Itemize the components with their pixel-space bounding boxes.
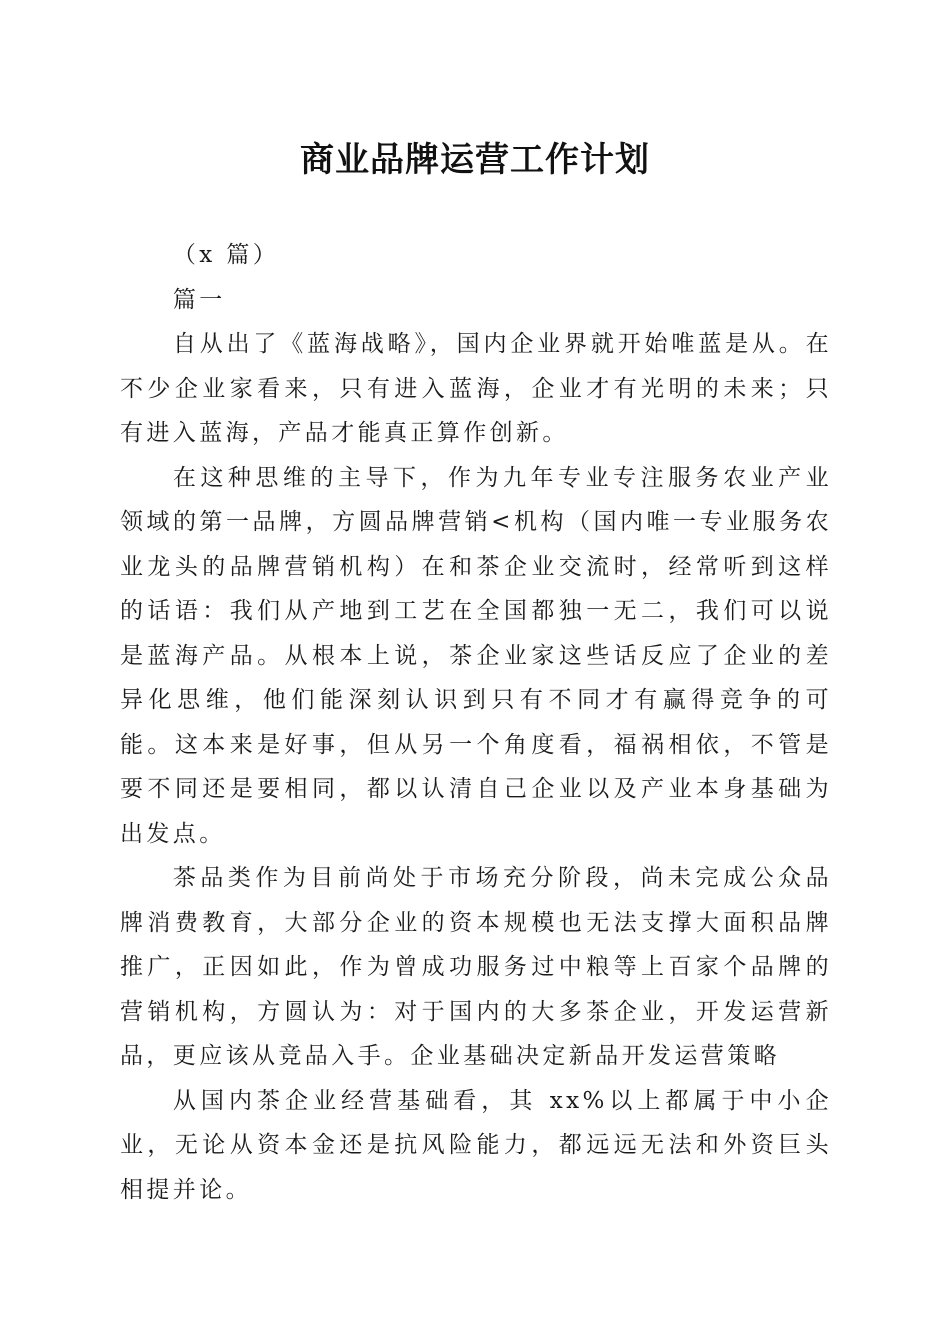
paragraph: 从国内茶企业经营基础看，其 xx%以上都属于中小企业，无论从资本金还是抗风险能力，都远远无法和外资巨头相提并论。 <box>120 1087 832 1203</box>
paragraph: 自从出了《蓝海战略》，国内企业界就开始唯蓝是从。在不少企业家看来，只有进入蓝海，企业才有光明的未来；只有进入蓝海，产品才能真正算作创新。 <box>120 331 832 446</box>
paragraph-count-note: （x 篇） <box>172 242 280 268</box>
paragraph-section-heading: 篇一 <box>172 286 226 313</box>
paragraph: 茶品类作为目前尚处于市场充分阶段，尚未完成公众品牌消费教育，大部分企业的资本规模也无法支撑大面积品牌推广，正因如此，作为曾成功服务过中粮等上百家个品牌的营销机构，方圆认为：对于国内的大多茶企业，开发运营新品，更应该从竞品入手。企业基础决定新品开发运营策略 <box>120 865 832 1069</box>
document-title: 商业品牌运营工作计划 <box>300 140 650 180</box>
document-body <box>120 233 832 1212</box>
paragraph: 在这种思维的主导下，作为九年专业专注服务农业产业领域的第一品牌，方圆品牌营销<机构（国内唯一专业服务农业龙头的品牌营销机构）在和茶企业交流时，经常听到这样的话语：我们从产地到工艺在全国都独一无二，我们可以说是蓝海产品。从根本上说，茶企业家这些话反应了企业的差异化思维，他们能深刻认识到只有不同才有赢得竞争的可能。这本来是好事，但从另一个角度看，福祸相依，不管是要不同还是要相同，都以认清自己企业以及产业本身基础为出发点。 <box>120 464 832 847</box>
